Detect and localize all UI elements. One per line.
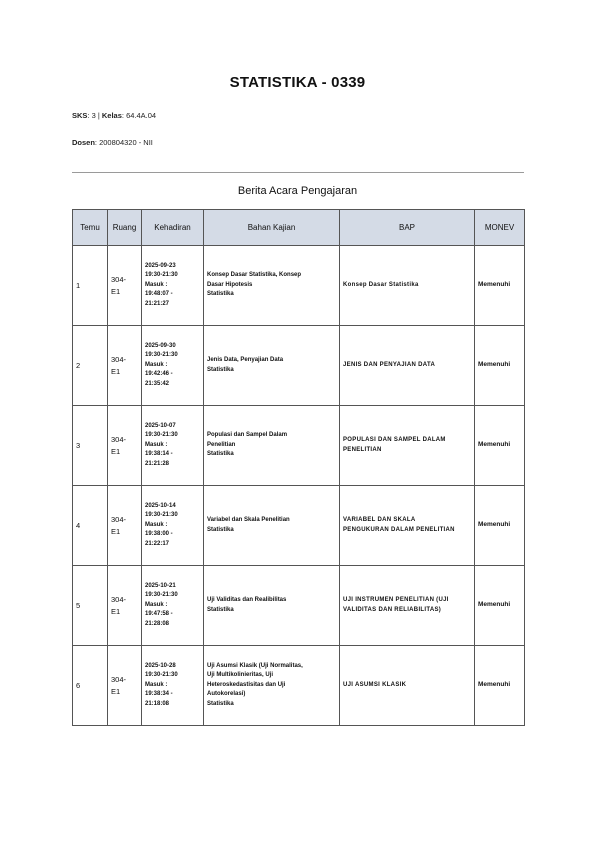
- course-meta-dosen: [72, 138, 153, 147]
- cell-bahan-kajian-line: Uji Validitas dan Realibilitas: [207, 596, 287, 603]
- table-row: [73, 486, 525, 566]
- header-kehadiran: Kehadiran: [142, 210, 204, 246]
- dosen-label: Dosen: [72, 138, 95, 147]
- cell-kehadiran-line: 19:30-21:30: [145, 672, 178, 679]
- table-body: [73, 246, 525, 726]
- cell-bap-line: POPULASI DAN SAMPEL DALAM: [343, 436, 446, 443]
- cell-temu: 4: [73, 486, 108, 566]
- cell-kehadiran-line: 19:30-21:30: [145, 432, 178, 439]
- cell-bahan-kajian-line: Populasi dan Sampel Dalam: [207, 432, 288, 439]
- cell-kehadiran-line: 19:38:00 -: [145, 531, 173, 538]
- section-title: Berita Acara Pengajaran: [237, 185, 358, 197]
- cell-kehadiran-line: 19:38:34 -: [145, 691, 173, 698]
- cell-bahan-kajian-line: Penelitian: [207, 441, 236, 448]
- cell-ruang-line: 304-: [111, 275, 127, 285]
- horizontal-divider: [72, 172, 524, 173]
- cell-ruang: [108, 246, 142, 326]
- cell-kehadiran-line: 2025-10-28: [145, 662, 176, 669]
- cell-bahan-kajian: [204, 406, 340, 486]
- cell-temu: 1: [73, 246, 108, 326]
- cell-kehadiran-line: 2025-10-14: [145, 502, 176, 509]
- cell-bahan-kajian-line: Statistika: [207, 291, 234, 298]
- cell-ruang-line: E1: [111, 286, 121, 296]
- cell-bahan-kajian-line: Konsep Dasar Statistika, Konsep: [207, 272, 302, 279]
- cell-monev: Memenuhi: [475, 646, 525, 726]
- header-bahan-kajian: Bahan Kajian: [204, 210, 340, 246]
- cell-ruang-line: 304-: [111, 515, 127, 525]
- cell-ruang-line: 304-: [111, 435, 127, 445]
- cell-ruang-line: E1: [111, 686, 121, 696]
- cell-ruang: [108, 486, 142, 566]
- cell-bap: [340, 486, 475, 566]
- cell-monev: Memenuhi: [475, 486, 525, 566]
- cell-kehadiran: [142, 406, 204, 486]
- cell-kehadiran: [142, 566, 204, 646]
- cell-monev: Memenuhi: [475, 246, 525, 326]
- cell-bahan-kajian-line: Heteroskedastisitas dan Uji: [207, 681, 286, 688]
- header-ruang: Ruang: [108, 210, 142, 246]
- cell-ruang-line: E1: [111, 526, 121, 536]
- cell-kehadiran-line: 21:18:08: [145, 700, 170, 707]
- cell-kehadiran-line: 2025-10-21: [145, 582, 176, 589]
- cell-kehadiran-line: 19:48:07 -: [145, 291, 173, 298]
- cell-ruang-line: E1: [111, 606, 121, 616]
- cell-ruang-line: 304-: [111, 595, 127, 605]
- dosen-value: : 200804320 - NII: [94, 138, 153, 147]
- cell-bahan-kajian: [204, 566, 340, 646]
- kelas-label: Kelas: [101, 111, 122, 120]
- bap-table: [72, 209, 525, 726]
- cell-monev: Memenuhi: [475, 406, 525, 486]
- cell-kehadiran-line: 21:21:27: [145, 300, 170, 307]
- cell-kehadiran-line: Masuk :: [145, 361, 168, 368]
- table-row: [73, 566, 525, 646]
- header-temu: Temu: [73, 210, 108, 246]
- cell-kehadiran-line: 21:21:28: [145, 460, 170, 467]
- cell-ruang-line: 304-: [111, 355, 127, 365]
- cell-bahan-kajian-line: Statistika: [207, 606, 234, 613]
- cell-bap-line: VALIDITAS DAN RELIABILITAS): [343, 606, 442, 613]
- cell-kehadiran-line: 2025-09-23: [145, 262, 176, 269]
- cell-ruang-line: 304-: [111, 675, 127, 685]
- cell-bahan-kajian-line: Dasar Hipotesis: [207, 281, 253, 288]
- cell-bap-line: Konsep Dasar Statistika: [343, 281, 419, 288]
- cell-kehadiran-line: 21:35:42: [145, 380, 170, 387]
- header-bap: BAP: [340, 210, 475, 246]
- table-row: [73, 246, 525, 326]
- cell-kehadiran-line: 21:22:17: [145, 540, 170, 547]
- cell-kehadiran-line: 19:30-21:30: [145, 352, 178, 359]
- cell-bap: [340, 326, 475, 406]
- cell-bap-line: UJI INSTRUMEN PENELITIAN (UJI: [343, 596, 449, 603]
- cell-kehadiran-line: 2025-10-07: [145, 422, 176, 429]
- course-meta-sks-kelas: [72, 111, 156, 120]
- cell-bahan-kajian-line: Statistika: [207, 366, 234, 373]
- cell-bahan-kajian-line: Jenis Data, Penyajian Data: [207, 356, 284, 363]
- cell-kehadiran-line: 19:30-21:30: [145, 512, 178, 519]
- cell-kehadiran-line: Masuk :: [145, 441, 168, 448]
- cell-bap: [340, 246, 475, 326]
- cell-temu: 2: [73, 326, 108, 406]
- table-row: [73, 406, 525, 486]
- cell-ruang: [108, 326, 142, 406]
- cell-bahan-kajian-line: Statistika: [207, 526, 234, 533]
- cell-kehadiran-line: 19:42:46 -: [145, 371, 173, 378]
- table-row: [73, 326, 525, 406]
- cell-temu: 5: [73, 566, 108, 646]
- cell-bap-line: PENELITIAN: [343, 446, 382, 453]
- cell-bahan-kajian-line: Variabel dan Skala Penelitian: [207, 516, 290, 523]
- cell-bap-line: PENGUKURAN DALAM PENELITIAN: [343, 526, 455, 533]
- cell-kehadiran-line: 21:28:08: [145, 620, 170, 627]
- cell-bap: [340, 566, 475, 646]
- cell-bap-line: VARIABEL DAN SKALA: [343, 516, 416, 523]
- cell-bahan-kajian-line: Autokorelasi): [207, 691, 246, 698]
- cell-ruang: [108, 406, 142, 486]
- cell-bahan-kajian-line: Statistika: [207, 451, 234, 458]
- sks-label: SKS: [72, 111, 88, 120]
- table-row: [73, 646, 525, 726]
- course-title: STATISTIKA - 0339: [229, 74, 366, 91]
- cell-bahan-kajian-line: Uji Multikolinieritas, Uji: [207, 672, 274, 679]
- cell-monev: Memenuhi: [475, 326, 525, 406]
- cell-kehadiran: [142, 646, 204, 726]
- cell-kehadiran: [142, 486, 204, 566]
- cell-monev: Memenuhi: [475, 566, 525, 646]
- cell-kehadiran-line: 19:47:58 -: [145, 611, 173, 618]
- cell-kehadiran: [142, 326, 204, 406]
- kelas-value: : 64.4A.04: [121, 111, 157, 120]
- cell-ruang-line: E1: [111, 366, 121, 376]
- cell-kehadiran-line: Masuk :: [145, 601, 168, 608]
- cell-kehadiran-line: 19:30-21:30: [145, 592, 178, 599]
- cell-kehadiran: [142, 246, 204, 326]
- cell-bahan-kajian: [204, 486, 340, 566]
- cell-bahan-kajian: [204, 326, 340, 406]
- cell-bap-line: JENIS DAN PENYAJIAN DATA: [343, 361, 436, 368]
- header-monev: MONEV: [475, 210, 525, 246]
- cell-kehadiran-line: Masuk :: [145, 281, 168, 288]
- cell-bap: [340, 406, 475, 486]
- cell-ruang: [108, 646, 142, 726]
- cell-kehadiran-line: 2025-09-30: [145, 342, 176, 349]
- sks-value: : 3 |: [87, 111, 102, 120]
- cell-temu: 6: [73, 646, 108, 726]
- cell-kehadiran-line: 19:30-21:30: [145, 272, 178, 279]
- cell-bahan-kajian: [204, 646, 340, 726]
- cell-bahan-kajian-line: Uji Asumsi Klasik (Uji Normalitas,: [207, 662, 303, 669]
- cell-bahan-kajian: [204, 246, 340, 326]
- cell-bap: [340, 646, 475, 726]
- cell-bahan-kajian-line: Statistika: [207, 700, 234, 707]
- cell-ruang: [108, 566, 142, 646]
- cell-ruang-line: E1: [111, 446, 121, 456]
- cell-temu: 3: [73, 406, 108, 486]
- cell-kehadiran-line: Masuk :: [145, 521, 168, 528]
- cell-kehadiran-line: 19:38:14 -: [145, 451, 173, 458]
- table-header-row: [73, 210, 525, 246]
- cell-kehadiran-line: Masuk :: [145, 681, 168, 688]
- cell-bap-line: UJI ASUMSI KLASIK: [343, 681, 407, 688]
